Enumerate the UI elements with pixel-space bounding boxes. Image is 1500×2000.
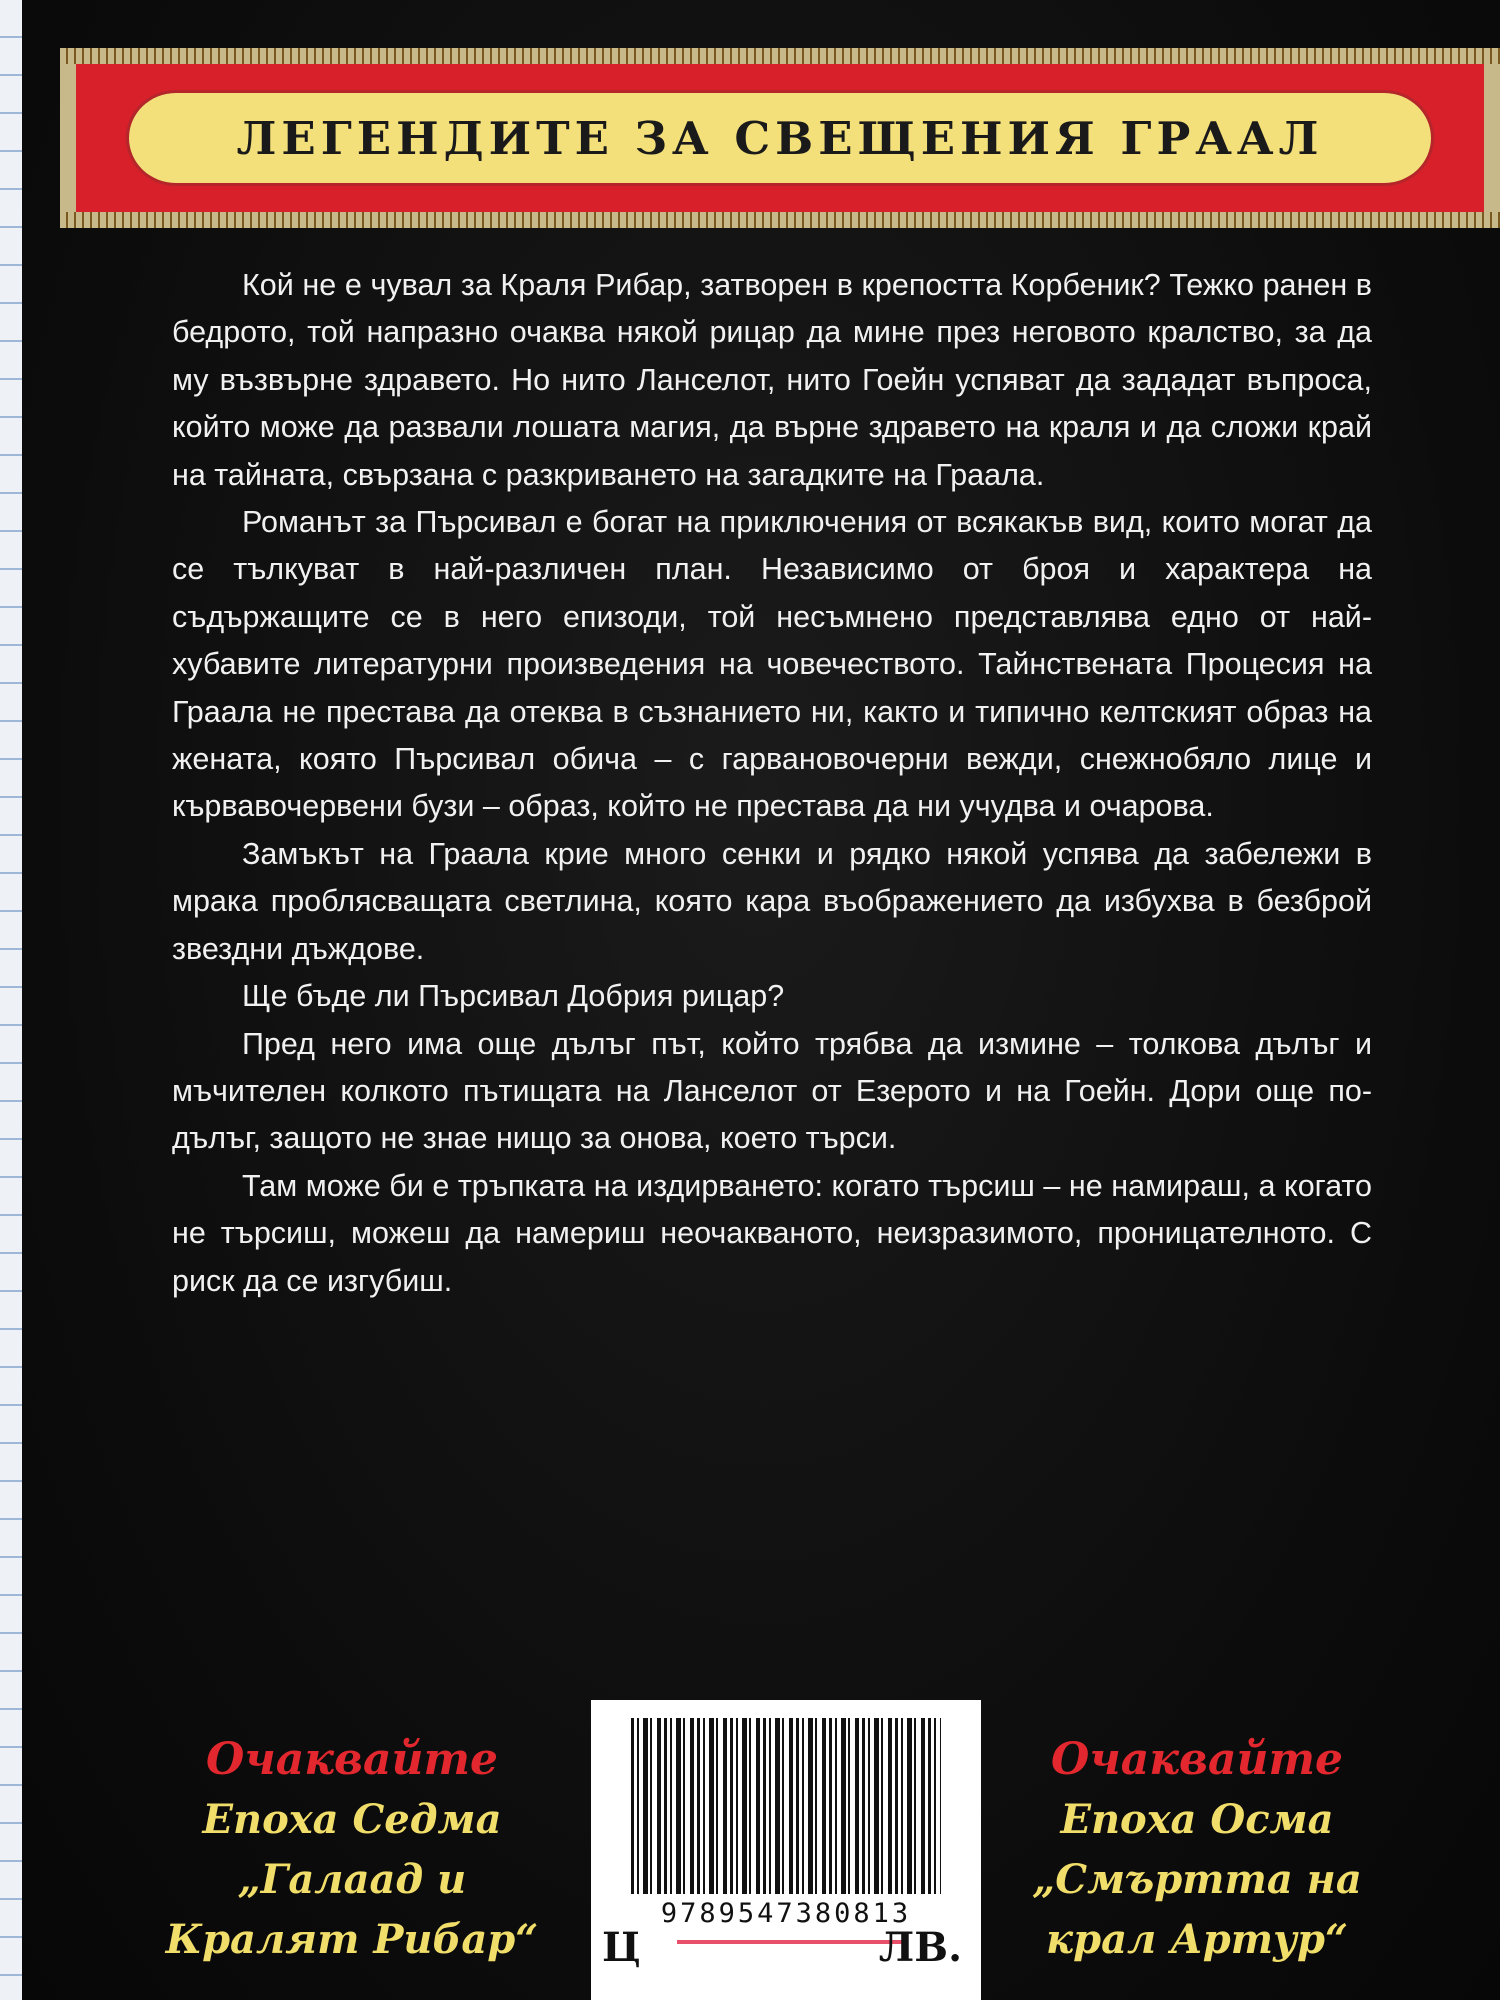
promo-await-label: Очаквайте (1050, 1734, 1343, 1785)
promo-title-line: „Галаад и (237, 1856, 467, 1903)
promo-title-line: крал Артур“ (1046, 1916, 1348, 1963)
greek-key-border-bottom (60, 212, 1500, 228)
series-banner (60, 48, 1500, 228)
blurb-paragraph: Там може би е тръпката на издирването: когато търсиш – не намираш, а когато не търсиш, можеш да намериш неочакваното, неизразимото, проницателното. С риск да се изгубиш. (172, 1168, 1372, 1298)
blurb-text (172, 262, 1372, 1305)
blurb-paragraph: Романът за Пърсивал е богат на приключения от всякакъв вид, които могат да се тълкуват в най-различен план. Независимо от броя и характера на съдържащите се в него епизоди, той несъмнено представлява едно от най-хубавите литературни произведения на човечеството. Тайнствената Процесия на Граала не престава да отеква в съзнанието ни, както и типично келтският образ на жената, която Пърсивал обича – с гарвановочерни вежди, снежнобяло лице и кървавочервени бузи – образ, който не престава да ни учудва и очарова. (172, 505, 1372, 824)
promo-title-line: Кралят Рибар“ (165, 1916, 539, 1963)
book-back-cover (22, 0, 1500, 2000)
barcode-icon (631, 1718, 941, 1894)
promo-await-label: Очаквайте (205, 1734, 498, 1785)
blurb-paragraph: Ще бъде ли Пърсивал Добрия рицар? (242, 979, 785, 1014)
blurb-paragraph: Пред него има още дълъг път, който трябва да измине – толкова дълъг и мъчителен колкото пътищата на Ланселот от Езерото и на Гоейн. Дори още по-дълъг, защото не знае нищо за онова, което търси. (172, 1026, 1372, 1156)
greek-key-border-top (60, 48, 1500, 64)
promo-epoch: Епоха Седма (202, 1796, 502, 1843)
blurb-paragraph: Кой не е чувал за Краля Рибар, затворен в крепостта Корбеник? Тежко ранен в бедрото, той напразно очаква някой рицар да мине през неговото кралство, за да му възвърне здравето. Но нито Ланселот, нито Гоейн успяват да зададат въпроса, който може да развали лошата магия, да върне здравето на краля и да сложи край на тайната, свързана с разкриването на загадките на Граала. (172, 268, 1372, 492)
promo-next-volume-eight (987, 1730, 1407, 1970)
price-label (602, 1924, 962, 1971)
banner-plaque (126, 90, 1434, 186)
price-prefix: Ц (602, 1924, 641, 1971)
series-title: ЛЕГЕНДИТЕ ЗА СВЕЩЕНИЯ ГРААЛ (236, 111, 1324, 165)
promo-next-volume-seven (142, 1730, 562, 1970)
isbn-number: 9789547380813 (660, 1898, 912, 1929)
price-currency: ЛВ. (878, 1924, 962, 1971)
promo-title-line: „Смъртта на (1032, 1856, 1362, 1903)
promo-epoch: Епоха Осма (1060, 1796, 1334, 1843)
blurb-paragraph: Замъкът на Граала крие много сенки и рядко някой успява да забележи в мрака проблясващата светлина, която кара въображението да избухва в безброй звездни дъждове. (172, 836, 1372, 966)
